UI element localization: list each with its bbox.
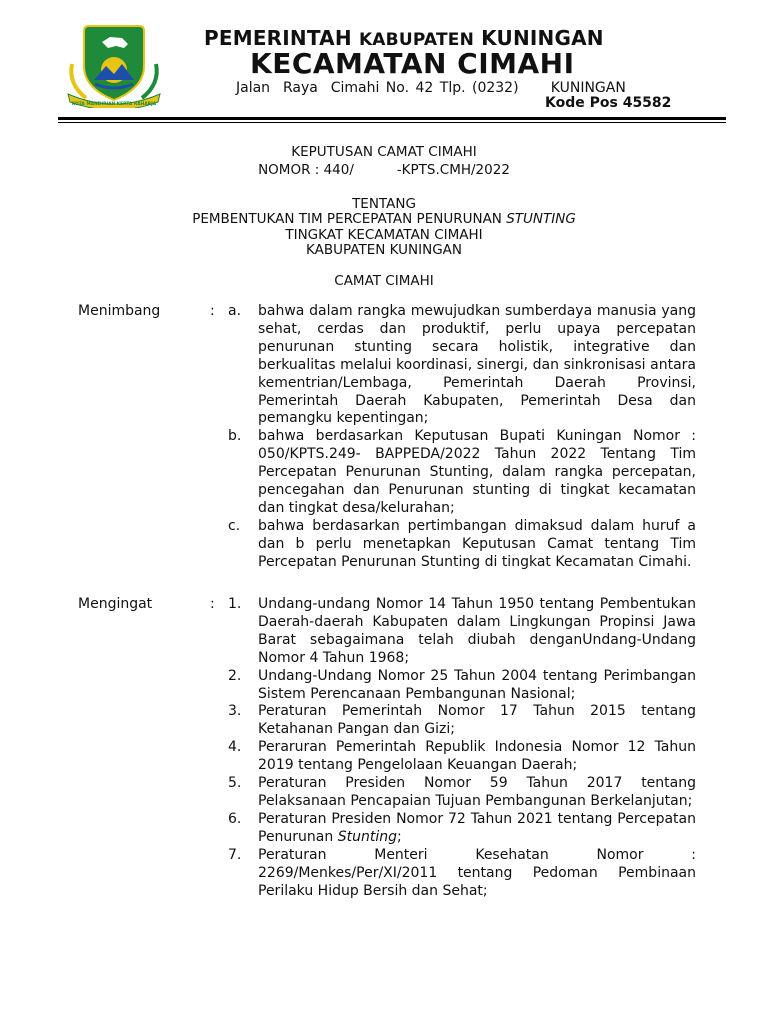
- decree-subject-line3: KABUPATEN KUNINGAN: [306, 242, 462, 258]
- item-marker: c.: [228, 517, 241, 534]
- decree-tentang: TENTANG: [352, 196, 416, 212]
- svg-text:KOTA MANDIRIAN KERTA RAHARJA: KOTA MANDIRIAN KERTA RAHARJA: [71, 102, 157, 107]
- item-text: Peraturan Menteri Kesehatan Nomor : 2269/Menkes/Per/XI/2011 tentang Pedoman Pembinaan Perilaku Hidup Bersih dan Sehat;: [258, 846, 696, 899]
- list-item: [78, 596, 696, 668]
- item-marker: a.: [228, 303, 242, 319]
- item-marker: 7.: [228, 846, 242, 863]
- decree-number: NOMOR : 440/ -KPTS.CMH/2022: [258, 162, 510, 178]
- section-colon: :: [210, 303, 215, 319]
- item-text: Peraturan Pemerintah Nomor 17 Tahun 2015 tentang Ketahanan Pangan dan Gizi;: [258, 703, 696, 738]
- letterhead-government: PEMERINTAH KABUPATEN KUNINGAN: [204, 26, 604, 50]
- item-text: bahwa berdasarkan Keputusan Bupati Kuningan Nomor : 050/KPTS.249- BAPPEDA/2022 Tahun 2022 Tentang Tim Percepatan Penurunan Stunting, dalam rangka percepatan, pencegahan dan Penurunan stunting di tingkat kecamatan dan tingkat desa/kelurahan;: [258, 428, 696, 516]
- item-marker: 4.: [228, 739, 242, 756]
- list-item: [78, 518, 696, 572]
- item-text: bahwa dalam rangka mewujudkan sumberdaya manusia yang sehat, cerdas dan produktif, perlu upaya percepatan penurunan stunting secara holistik, integrative dan berkualitas melalui koordinasi, sinergi, dan sinkronisasi antara kementrian/Lembaga, Pemerintah Daerah Provinsi, Pemerintah Daerah Kabupaten, Pemerintah Desa dan pemangku kepentingan;: [258, 303, 696, 427]
- list-item: [78, 739, 696, 775]
- letterhead-address: Jalan Raya Cimahi No. 42 Tlp. (0232) KUNINGAN: [236, 80, 626, 96]
- decree-subject: PEMBENTUKAN TIM PERCEPATAN PENURUNAN STUNTING: [192, 211, 576, 227]
- list-item: [78, 303, 696, 428]
- decree-issuer: CAMAT CIMAHI: [334, 273, 434, 289]
- item-marker: 1.: [228, 596, 242, 612]
- item-text: Peraturan Presiden Nomor 59 Tahun 2017 tentang Pelaksanaan Pencapaian Tujuan Pembangunan Berkelanjutan;: [258, 775, 696, 809]
- list-item: [78, 847, 696, 901]
- section-mengingat: [78, 596, 696, 900]
- section-menimbang: [78, 303, 696, 572]
- decree-subject-line2: TINGKAT KECAMATAN CIMAHI: [285, 227, 483, 243]
- list-item: [78, 811, 696, 847]
- kuningan-emblem-icon: [64, 22, 164, 108]
- item-marker: 3.: [228, 703, 242, 720]
- letterhead-postal-code: Kode Pos 45582: [545, 95, 672, 111]
- item-marker: b.: [228, 428, 242, 445]
- item-marker: 6.: [228, 810, 242, 827]
- letterhead-rule-thick: [58, 117, 726, 120]
- item-text: bahwa berdasarkan pertimbangan dimaksud dalam huruf a dan b perlu menetapkan Keputusan Camat tentang Tim Percepatan Penurunan Stunting di tingkat Kecamatan Cimahi.: [258, 517, 696, 570]
- section-label: Mengingat: [78, 596, 153, 612]
- list-item: [78, 775, 696, 811]
- item-marker: 5.: [228, 775, 242, 792]
- item-marker: 2.: [228, 667, 242, 684]
- section-colon: :: [210, 596, 215, 612]
- item-text: Undang-undang Nomor 14 Tahun 1950 tentang Pembentukan Daerah-daerah Kabupaten dalam Lingkungan Propinsi Jawa Barat sebagaimana telah diubah denganUndang-Undang Nomor 4 Tahun 1968;: [258, 596, 696, 666]
- list-item: [78, 428, 696, 518]
- item-text: Peraruran Pemerintah Republik Indonesia Nomor 12 Tahun 2019 tentang Pengelolaan Keuangan Daerah;: [258, 739, 696, 774]
- list-item: [78, 668, 696, 704]
- letterhead-district: KECAMATAN CIMAHI: [250, 47, 575, 80]
- section-label: Menimbang: [78, 303, 161, 319]
- item-text: Undang-Undang Nomor 25 Tahun 2004 tentang Perimbangan Sistem Perencanaan Pembangunan Nasional;: [258, 667, 696, 702]
- letterhead-rule-thin: [58, 122, 726, 123]
- list-item: [78, 703, 696, 739]
- decree-title: KEPUTUSAN CAMAT CIMAHI: [291, 144, 477, 160]
- item-text: Peraturan Presiden Nomor 72 Tahun 2021 tentang Percepatan Penurunan Stunting;: [258, 810, 696, 845]
